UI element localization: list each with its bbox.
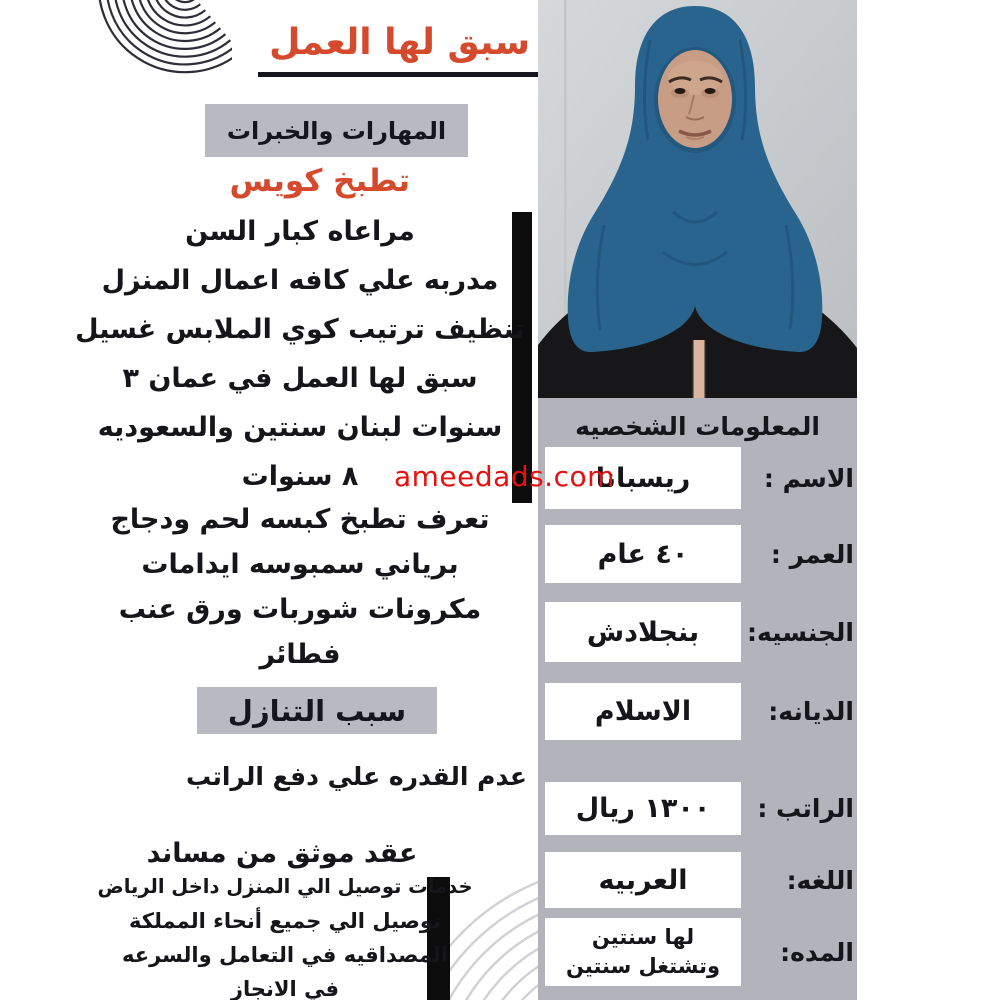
info-row-duration: [538, 918, 857, 986]
experience-line: مراعاه كبار السن: [185, 216, 415, 247]
cooking-block: [62, 497, 538, 677]
service-line: المصداقيه في التعامل والسرعه: [122, 943, 448, 967]
waiver-reason: عدم القدره علي دفع الراتب: [186, 762, 527, 791]
religion-value-box: [545, 683, 741, 740]
language-value: العربيه: [598, 864, 688, 896]
duration-value-box: [545, 918, 741, 986]
language-value-box: [545, 852, 741, 908]
nationality-label: الجنسيه:: [747, 617, 854, 647]
religion-label: الديانه:: [768, 697, 854, 726]
cooking-highlight: تطبخ كويس: [229, 163, 410, 199]
salary-value-box: [545, 782, 741, 835]
experience-line: تنظيف ترتيب كوي الملابس غسيل: [75, 314, 525, 345]
service-block: [85, 870, 485, 1000]
service-line: توصيل الي جميع أنحاء المملكة: [129, 909, 441, 933]
service-line: في الانجاز: [230, 977, 340, 1000]
name-label: الاسم :: [763, 463, 854, 493]
age-label: العمر :: [770, 539, 854, 569]
personal-info-header: المعلومات الشخصيه: [575, 412, 820, 441]
religion-value: الاسلام: [594, 696, 692, 727]
age-value-box: [545, 525, 741, 583]
title-underline: [258, 72, 540, 77]
name-value: ريسبانا: [595, 462, 691, 494]
waiver-header: سبب التنازل: [197, 687, 437, 734]
duration-label: المده:: [780, 937, 854, 967]
info-row-age: [538, 525, 857, 583]
experience-line: مدربه علي كافه اعمال المنزل: [101, 265, 499, 296]
skills-header: المهارات والخبرات: [205, 104, 468, 157]
cooking-line: برياني سمبوسه ايدامات: [141, 549, 459, 580]
cooking-line: تعرف تطبخ كبسه لحم ودجاج: [110, 504, 490, 535]
experience-line: ٨ سنوات: [241, 461, 359, 492]
cooking-line: مكرونات شوربات ورق عنب: [118, 594, 482, 625]
info-row-language: [538, 852, 857, 908]
info-row-religion: [538, 683, 857, 740]
service-line: خدمات توصيل الي المنزل داخل الرياض: [97, 875, 473, 898]
cooking-line: فطائر: [259, 639, 341, 670]
age-value: ٤٠ عام: [597, 538, 689, 570]
zipper: [692, 340, 706, 398]
nationality-value-box: [545, 602, 741, 662]
salary-label: الراتب :: [757, 794, 854, 823]
experience-line: سنوات لبنان سنتين والسعوديه: [97, 412, 503, 443]
language-label: اللغه:: [786, 865, 854, 895]
experience-line: سبق لها العمل في عمان ٣: [122, 363, 478, 394]
worker-photo: [538, 0, 857, 398]
page-title: سبق لها العمل: [269, 22, 530, 63]
info-row-salary: [538, 782, 857, 835]
watermark: ameedads.com: [394, 460, 615, 493]
experience-block: [62, 207, 538, 501]
contract-note: عقد موثق من مساند: [146, 838, 418, 869]
duration-value: لها سنتين وتشتغل سنتين: [565, 925, 721, 978]
concentric-circles-top-left: [88, 0, 232, 112]
info-row-nationality: [538, 602, 857, 662]
nationality-value: بنجلادش: [586, 616, 700, 648]
salary-value: ١٣٠٠ ريال: [575, 793, 711, 824]
